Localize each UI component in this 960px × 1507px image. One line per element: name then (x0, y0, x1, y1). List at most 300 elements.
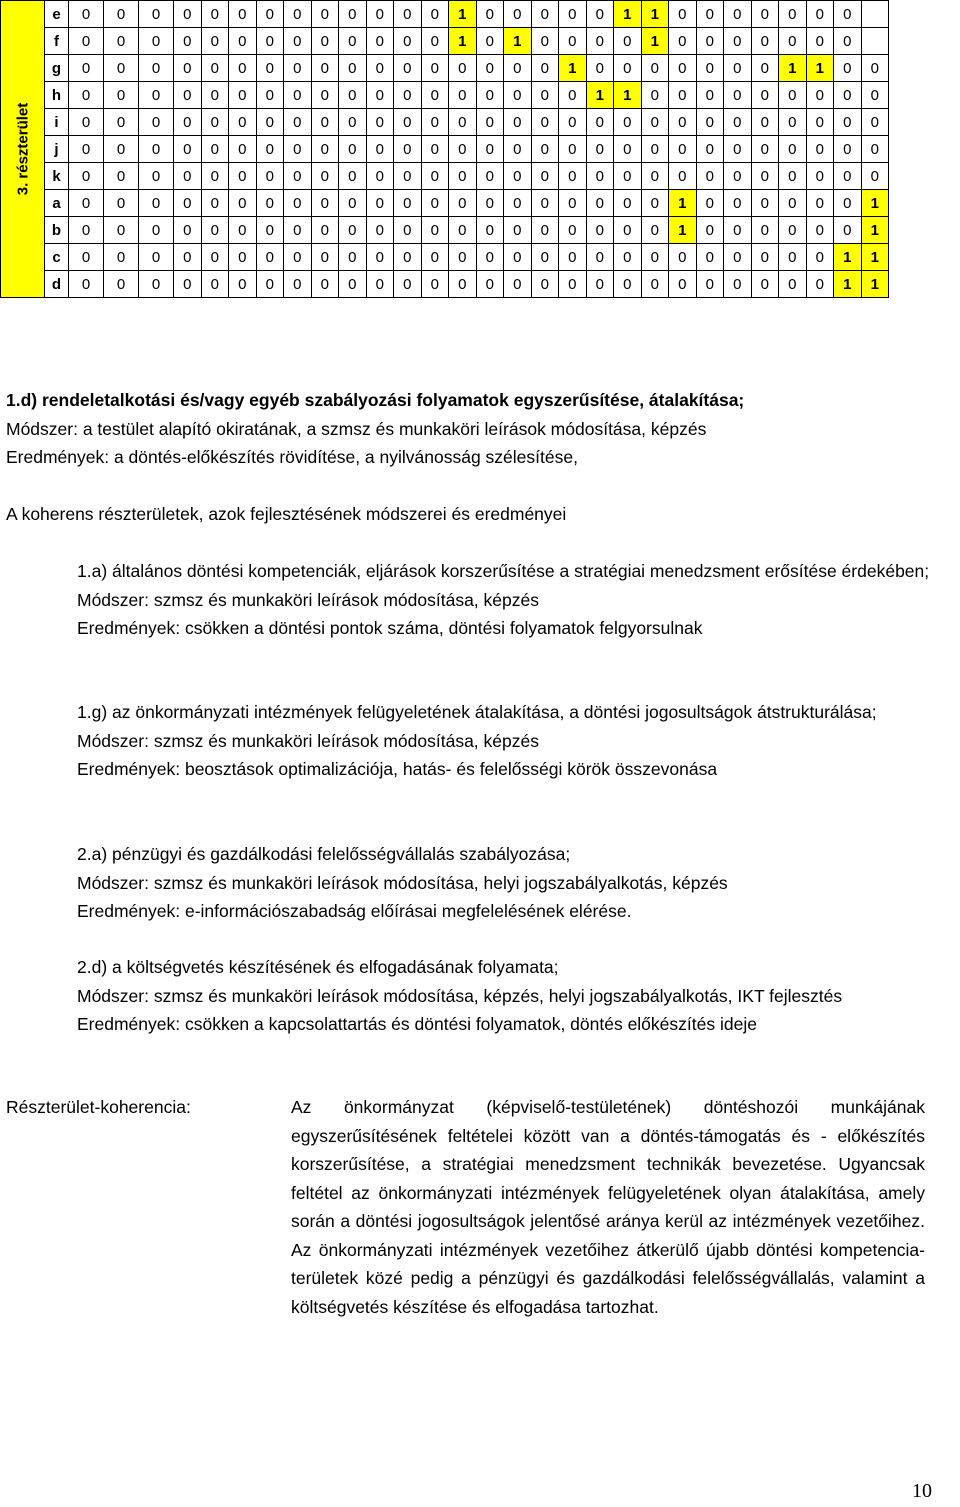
matrix-cell: 0 (104, 190, 139, 217)
item-title: 1.a) általános döntési kompetenciák, eljárások korszerűsítése a stratégiai menedzsment erősítése érdekében; (77, 561, 930, 581)
matrix-cell: 0 (229, 217, 257, 244)
matrix-cell: 0 (69, 136, 104, 163)
section-1d-results: Eredmények: a döntés-előkészítés rövidítése, a nyilvánosság szélesítése, (6, 447, 578, 467)
matrix-row-i (1, 109, 889, 136)
section-1d-heading: 1.d) rendeletalkotási és/vagy egyéb szabályozási folyamatok egyszerűsítése, átalakítása; (6, 390, 745, 410)
matrix-cell: 0 (449, 217, 477, 244)
matrix-cell: 0 (504, 55, 532, 82)
matrix-cell: 0 (586, 271, 614, 298)
matrix-cell: 0 (531, 163, 559, 190)
matrix-cell: 0 (394, 271, 422, 298)
matrix-cell: 0 (779, 28, 807, 55)
matrix-cell: 0 (806, 109, 834, 136)
matrix-cell: 1 (586, 82, 614, 109)
matrix-cell: 0 (834, 1, 862, 28)
matrix-cell: 0 (339, 1, 367, 28)
matrix-cell: 0 (476, 271, 504, 298)
matrix-cell: 0 (696, 1, 724, 28)
matrix-cell: 0 (614, 244, 642, 271)
matrix-cell: 0 (449, 244, 477, 271)
matrix-cell: 0 (724, 217, 752, 244)
matrix-cell: 0 (504, 190, 532, 217)
matrix-cell: 0 (229, 82, 257, 109)
matrix-cell: 0 (861, 136, 889, 163)
section-1d (6, 386, 956, 472)
matrix-cell: 0 (586, 163, 614, 190)
row-label: d (45, 271, 69, 298)
matrix-cell: 0 (559, 244, 587, 271)
matrix-cell: 0 (669, 136, 697, 163)
matrix-cell: 0 (311, 28, 339, 55)
matrix-cell: 0 (779, 271, 807, 298)
side-label: 3. részterület (14, 102, 31, 196)
matrix-cell: 0 (641, 190, 669, 217)
matrix-cell: 0 (614, 190, 642, 217)
matrix-cell: 0 (256, 136, 284, 163)
section-1d-method: Módszer: a testület alapító okiratának, a szmsz és munkaköri leírások módosítása, képzés (6, 418, 707, 439)
item-title: 1.g) az önkormányzati intézmények felügyeletének átalakítása, a döntési jogosultságok átstrukturálása; (77, 702, 877, 722)
matrix-cell: 0 (449, 136, 477, 163)
matrix-cell: 0 (284, 217, 312, 244)
item-title: 2.a) pénzügyi és gazdálkodási felelősségvállalás szabályozása; (77, 844, 571, 864)
matrix-cell: 0 (366, 82, 394, 109)
matrix-cell: 1 (861, 244, 889, 271)
matrix-cell: 0 (311, 271, 339, 298)
item-method: Módszer: szmsz és munkaköri leírások módosítása, képzés (77, 589, 539, 610)
matrix-cell: 0 (284, 163, 312, 190)
row-label: a (45, 190, 69, 217)
matrix-cell: 0 (531, 136, 559, 163)
matrix-cell: 0 (69, 82, 104, 109)
matrix-cell: 0 (174, 244, 202, 271)
matrix-cell: 0 (139, 244, 174, 271)
coherence-text: Az önkormányzat (képviselő-testületének) döntéshozói munkájának egyszerűsítésének feltételei között van a döntés-támogatás és - előkészítés korszerűsítése, a stratégiai menedzsment technikák bevezetése. Ugyancsak feltétel az önkormányzati intézmények felügyeletének olyan átalakítása, amely során a döntési jogosultságok jelentősé aránya kerül az intézmények vezetőihez. Az önkormányzati intézmények vezetőihez átkerülő újabb döntési kompetencia-területek közé pedig a pénzügyi és gazdálkodási felelősségvállalás, valamint a költségvetés készítése és elfogadása tartozhat. (291, 1097, 925, 1317)
matrix-cell: 0 (421, 1, 449, 28)
matrix-cell: 0 (806, 217, 834, 244)
matrix-cell (861, 28, 889, 55)
matrix-cell: 0 (614, 163, 642, 190)
row-label: j (45, 136, 69, 163)
matrix-cell: 0 (394, 1, 422, 28)
matrix-cell: 0 (339, 190, 367, 217)
matrix-cell: 0 (201, 136, 229, 163)
matrix-cell: 1 (861, 217, 889, 244)
row-label: f (45, 28, 69, 55)
matrix-cell: 0 (834, 136, 862, 163)
matrix-cell: 0 (201, 217, 229, 244)
matrix-cell: 0 (641, 163, 669, 190)
matrix-cell: 0 (614, 217, 642, 244)
matrix-cell: 0 (174, 271, 202, 298)
matrix-cell: 0 (724, 82, 752, 109)
matrix-cell: 0 (504, 109, 532, 136)
matrix-cell: 0 (311, 244, 339, 271)
matrix-row-j (1, 136, 889, 163)
matrix-cell: 0 (229, 271, 257, 298)
matrix-cell: 0 (421, 109, 449, 136)
matrix-cell: 0 (641, 82, 669, 109)
row-label: h (45, 82, 69, 109)
matrix-cell: 0 (284, 136, 312, 163)
row-label: c (45, 244, 69, 271)
matrix-cell: 0 (394, 109, 422, 136)
matrix-cell: 0 (174, 190, 202, 217)
matrix-cell: 0 (421, 217, 449, 244)
matrix-cell: 0 (449, 109, 477, 136)
matrix-cell: 0 (339, 82, 367, 109)
matrix-cell: 0 (559, 217, 587, 244)
matrix-cell: 0 (531, 271, 559, 298)
matrix-cell: 0 (751, 109, 779, 136)
matrix-cell: 0 (449, 55, 477, 82)
matrix-cell: 0 (779, 82, 807, 109)
matrix-cell: 0 (139, 271, 174, 298)
matrix-cell: 0 (696, 244, 724, 271)
matrix-cell: 0 (779, 136, 807, 163)
matrix-cell: 0 (421, 244, 449, 271)
matrix-cell: 0 (139, 55, 174, 82)
matrix-cell: 0 (394, 190, 422, 217)
matrix-cell: 0 (394, 217, 422, 244)
matrix-cell: 0 (201, 82, 229, 109)
matrix-cell: 0 (696, 136, 724, 163)
matrix-cell: 0 (421, 271, 449, 298)
matrix-cell: 0 (559, 109, 587, 136)
matrix-cell: 0 (669, 55, 697, 82)
matrix-cell: 0 (311, 163, 339, 190)
matrix-cell (861, 1, 889, 28)
row-label: e (45, 1, 69, 28)
matrix-cell: 0 (229, 136, 257, 163)
matrix-cell: 0 (104, 163, 139, 190)
matrix-cell: 0 (669, 244, 697, 271)
matrix-cell: 0 (366, 55, 394, 82)
matrix-cell: 0 (256, 190, 284, 217)
matrix-cell: 0 (394, 163, 422, 190)
row-label: g (45, 55, 69, 82)
matrix-cell: 0 (311, 190, 339, 217)
matrix-cell: 0 (104, 55, 139, 82)
matrix-cell: 0 (641, 217, 669, 244)
matrix-cell: 0 (504, 163, 532, 190)
matrix-cell: 0 (504, 136, 532, 163)
matrix-cell: 0 (696, 271, 724, 298)
matrix-cell: 0 (559, 190, 587, 217)
matrix-row-g (1, 55, 889, 82)
matrix-row-f (1, 28, 889, 55)
coherence-label: Részterület-koherencia: (6, 1097, 191, 1117)
matrix-cell: 0 (256, 244, 284, 271)
coherent-heading: A koherens részterületek, azok fejlesztésének módszerei és eredményei (6, 504, 567, 524)
matrix-cell: 0 (724, 244, 752, 271)
matrix-cell: 0 (311, 109, 339, 136)
matrix-cell: 0 (339, 28, 367, 55)
matrix-cell: 0 (724, 109, 752, 136)
matrix-cell: 0 (449, 163, 477, 190)
matrix-cell: 1 (834, 244, 862, 271)
matrix-cell: 1 (861, 190, 889, 217)
matrix-cell: 0 (531, 55, 559, 82)
matrix-cell: 0 (366, 244, 394, 271)
matrix-cell: 0 (586, 55, 614, 82)
coherent-heading-block (6, 500, 956, 529)
matrix-cell: 0 (139, 1, 174, 28)
matrix-cell: 0 (696, 28, 724, 55)
matrix-cell: 0 (586, 190, 614, 217)
matrix-cell: 0 (104, 136, 139, 163)
matrix-cell: 0 (421, 136, 449, 163)
item-title: 2.d) a költségvetés készítésének és elfogadásának folyamata; (77, 957, 559, 977)
matrix-cell: 0 (339, 55, 367, 82)
matrix-cell: 1 (779, 55, 807, 82)
matrix-cell: 0 (559, 271, 587, 298)
matrix-cell: 0 (531, 28, 559, 55)
matrix-cell: 0 (421, 82, 449, 109)
matrix-cell: 0 (751, 82, 779, 109)
matrix-cell: 0 (69, 55, 104, 82)
matrix-cell: 0 (669, 82, 697, 109)
matrix-cell: 0 (139, 136, 174, 163)
matrix-cell: 0 (256, 55, 284, 82)
matrix-cell: 0 (256, 109, 284, 136)
matrix-cell: 0 (366, 1, 394, 28)
matrix-cell: 0 (339, 244, 367, 271)
matrix-cell: 0 (476, 163, 504, 190)
matrix-cell: 0 (669, 163, 697, 190)
matrix-cell: 0 (779, 163, 807, 190)
matrix-cell: 0 (394, 28, 422, 55)
matrix-cell: 0 (669, 271, 697, 298)
matrix-cell: 0 (751, 55, 779, 82)
matrix-cell: 0 (806, 28, 834, 55)
matrix-cell: 0 (339, 109, 367, 136)
matrix-cell: 0 (779, 109, 807, 136)
matrix-cell: 0 (476, 217, 504, 244)
matrix-cell: 0 (201, 1, 229, 28)
matrix-cell: 0 (806, 244, 834, 271)
matrix-cell: 0 (751, 244, 779, 271)
matrix-cell: 0 (806, 1, 834, 28)
matrix-row-h (1, 82, 889, 109)
matrix-cell: 0 (641, 271, 669, 298)
matrix-cell: 0 (696, 55, 724, 82)
matrix-cell: 0 (751, 271, 779, 298)
matrix-cell: 0 (449, 271, 477, 298)
item-1g (77, 698, 930, 784)
matrix-cell: 0 (284, 109, 312, 136)
matrix-cell: 0 (256, 28, 284, 55)
matrix-cell: 1 (449, 1, 477, 28)
matrix-cell: 0 (586, 136, 614, 163)
matrix-cell: 0 (669, 109, 697, 136)
matrix-cell: 0 (139, 28, 174, 55)
matrix-cell: 0 (531, 82, 559, 109)
matrix-cell: 0 (104, 28, 139, 55)
matrix-cell: 0 (531, 109, 559, 136)
matrix-cell: 0 (311, 136, 339, 163)
matrix-cell: 0 (104, 217, 139, 244)
matrix-cell: 0 (559, 136, 587, 163)
matrix-cell: 0 (256, 217, 284, 244)
matrix-cell: 0 (229, 244, 257, 271)
matrix-cell: 0 (476, 244, 504, 271)
matrix-cell: 0 (69, 244, 104, 271)
matrix-cell: 0 (339, 217, 367, 244)
matrix-cell: 0 (834, 190, 862, 217)
matrix-cell: 0 (174, 82, 202, 109)
matrix-cell: 0 (696, 82, 724, 109)
matrix-cell: 0 (751, 1, 779, 28)
item-method: Módszer: szmsz és munkaköri leírások módosítása, helyi jogszabályalkotás, képzés (77, 872, 728, 893)
matrix-cell: 0 (339, 163, 367, 190)
page-number: 10 (912, 1480, 932, 1502)
matrix-cell: 0 (614, 271, 642, 298)
matrix-cell: 0 (834, 55, 862, 82)
item-results: Eredmények: csökken a kapcsolattartás és döntési folyamatok, döntés előkészítés ideje (77, 1014, 757, 1034)
matrix-cell: 1 (641, 1, 669, 28)
matrix-cell: 0 (614, 55, 642, 82)
matrix-cell: 0 (696, 217, 724, 244)
matrix-cell: 1 (669, 217, 697, 244)
matrix-cell: 0 (311, 1, 339, 28)
matrix-cell: 0 (69, 1, 104, 28)
matrix-cell: 0 (366, 136, 394, 163)
matrix-cell: 0 (174, 136, 202, 163)
matrix-cell: 0 (641, 136, 669, 163)
matrix-cell: 0 (421, 28, 449, 55)
matrix-cell: 0 (174, 1, 202, 28)
matrix-cell: 0 (806, 271, 834, 298)
matrix-cell: 0 (559, 1, 587, 28)
matrix-cell: 1 (669, 190, 697, 217)
matrix-cell: 0 (834, 109, 862, 136)
matrix-cell: 0 (69, 217, 104, 244)
matrix-cell: 0 (394, 244, 422, 271)
matrix-cell: 0 (861, 82, 889, 109)
matrix-cell: 0 (669, 28, 697, 55)
matrix-cell: 0 (696, 190, 724, 217)
matrix-cell: 0 (174, 217, 202, 244)
matrix-cell: 0 (724, 1, 752, 28)
matrix-cell: 0 (229, 28, 257, 55)
matrix-cell: 0 (531, 217, 559, 244)
matrix-cell: 0 (806, 136, 834, 163)
matrix-cell: 0 (724, 271, 752, 298)
matrix-cell: 0 (174, 163, 202, 190)
matrix-cell: 0 (834, 82, 862, 109)
matrix-cell: 0 (201, 271, 229, 298)
matrix-cell: 0 (201, 163, 229, 190)
matrix-cell: 0 (834, 217, 862, 244)
matrix-cell: 0 (751, 136, 779, 163)
matrix-cell: 0 (531, 1, 559, 28)
matrix-cell: 0 (476, 55, 504, 82)
matrix-cell: 0 (201, 55, 229, 82)
matrix-row-c (1, 244, 889, 271)
matrix-row-e (1, 1, 889, 28)
matrix-cell: 0 (696, 109, 724, 136)
matrix-cell: 0 (104, 109, 139, 136)
matrix-cell: 0 (586, 1, 614, 28)
matrix-cell: 1 (834, 271, 862, 298)
matrix-cell: 0 (751, 190, 779, 217)
matrix-cell: 0 (421, 190, 449, 217)
matrix-cell: 0 (139, 217, 174, 244)
matrix-cell: 0 (559, 82, 587, 109)
matrix-cell: 0 (69, 109, 104, 136)
matrix-cell: 0 (586, 244, 614, 271)
item-results: Eredmények: beosztások optimalizációja, hatás- és felelősségi körök összevonása (77, 759, 718, 779)
matrix-cell: 0 (476, 136, 504, 163)
matrix-cell: 0 (366, 217, 394, 244)
matrix-cell: 0 (69, 190, 104, 217)
matrix-cell: 0 (69, 271, 104, 298)
matrix-cell: 0 (449, 82, 477, 109)
matrix-cell: 0 (69, 28, 104, 55)
matrix-cell: 0 (449, 190, 477, 217)
matrix-cell: 0 (104, 271, 139, 298)
coherence-text-block (291, 1093, 925, 1321)
matrix-cell: 0 (614, 136, 642, 163)
matrix-cell: 0 (139, 82, 174, 109)
matrix-cell: 0 (614, 28, 642, 55)
row-label: k (45, 163, 69, 190)
matrix-cell: 0 (779, 190, 807, 217)
matrix-cell: 0 (394, 82, 422, 109)
matrix-cell: 0 (834, 163, 862, 190)
matrix-cell: 0 (834, 28, 862, 55)
matrix-cell: 0 (724, 163, 752, 190)
item-results: Eredmények: e-információszabadság előírásai megfelelésének elérése. (77, 901, 632, 921)
matrix-cell: 0 (531, 244, 559, 271)
matrix-cell: 0 (201, 190, 229, 217)
item-results: Eredmények: csökken a döntési pontok száma, döntési folyamatok felgyorsulnak (77, 618, 703, 638)
matrix-cell: 0 (311, 82, 339, 109)
matrix-cell: 0 (174, 28, 202, 55)
matrix-cell: 0 (476, 109, 504, 136)
matrix-cell: 0 (779, 244, 807, 271)
matrix-cell: 0 (504, 82, 532, 109)
matrix-cell: 0 (724, 28, 752, 55)
matrix-cell: 0 (394, 55, 422, 82)
matrix-cell: 0 (504, 1, 532, 28)
matrix-cell: 0 (861, 109, 889, 136)
item-method: Módszer: szmsz és munkaköri leírások módosítása, képzés (77, 730, 539, 751)
matrix-cell: 0 (284, 55, 312, 82)
matrix-cell: 0 (476, 1, 504, 28)
matrix-row-k (1, 163, 889, 190)
matrix-cell: 0 (284, 190, 312, 217)
matrix-cell: 0 (201, 28, 229, 55)
matrix-cell: 0 (696, 163, 724, 190)
matrix-cell: 0 (201, 244, 229, 271)
matrix-cell: 0 (559, 28, 587, 55)
matrix-row-d (1, 271, 889, 298)
matrix-row-b (1, 217, 889, 244)
matrix-row-a (1, 190, 889, 217)
matrix-cell: 0 (174, 55, 202, 82)
matrix-cell: 0 (366, 28, 394, 55)
matrix-cell: 0 (256, 1, 284, 28)
matrix-cell: 1 (641, 28, 669, 55)
item-method: Módszer: szmsz és munkaköri leírások módosítása, képzés, helyi jogszabályalkotás, IKT fejlesztés (77, 985, 843, 1006)
matrix-cell: 0 (806, 190, 834, 217)
matrix-cell: 0 (69, 163, 104, 190)
matrix-cell: 0 (229, 1, 257, 28)
matrix-cell: 0 (366, 271, 394, 298)
matrix-cell: 0 (614, 109, 642, 136)
matrix-cell: 1 (614, 1, 642, 28)
